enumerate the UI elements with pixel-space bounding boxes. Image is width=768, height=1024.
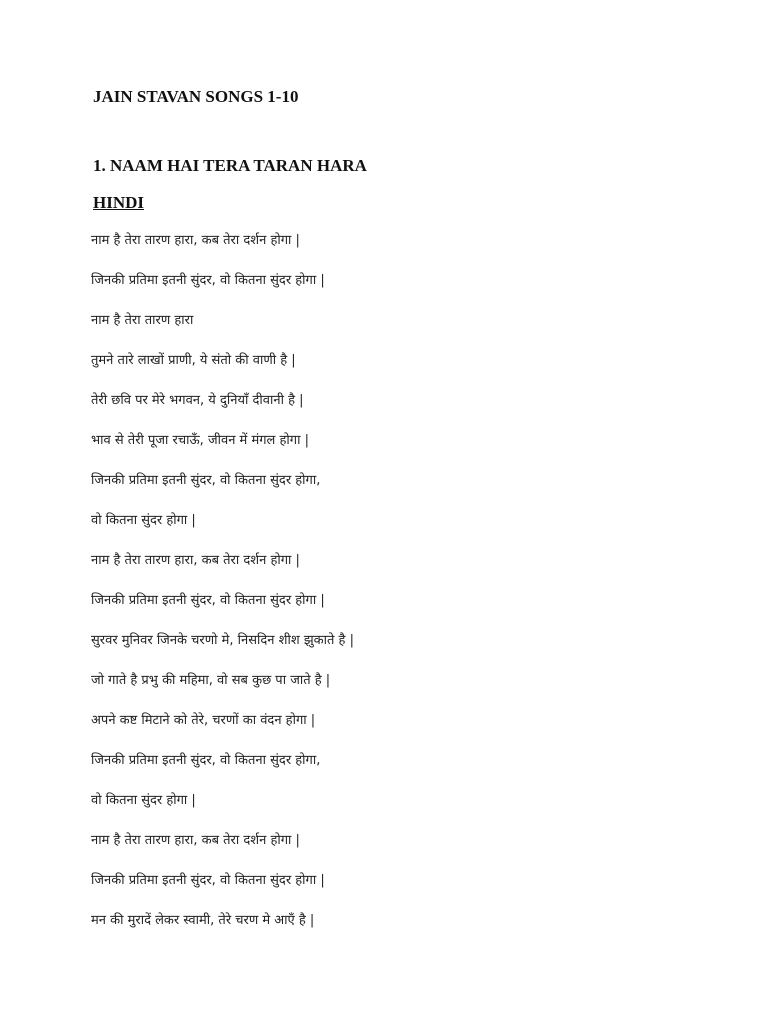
lyric-line: जो गाते है प्रभु की महिमा, वो सब कुछ पा जाते है | bbox=[91, 673, 331, 688]
lyric-line: जिनकी प्रतिमा इतनी सुंदर, वो कितना सुंदर होगा, bbox=[91, 473, 321, 488]
lyric-line: जिनकी प्रतिमा इतनी सुंदर, वो कितना सुंदर होगा | bbox=[91, 273, 325, 288]
lyric-line: जिनकी प्रतिमा इतनी सुंदर, वो कितना सुंदर होगा, bbox=[91, 753, 321, 768]
lyric-line: भाव से तेरी पूजा रचाऊँ, जीवन में मंगल होगा | bbox=[91, 433, 309, 448]
song-title: 1. NAAM HAI TERA TARAN HARA bbox=[93, 156, 367, 175]
lyric-line: जिनकी प्रतिमा इतनी सुंदर, वो कितना सुंदर होगा | bbox=[91, 873, 325, 888]
lyric-line: नाम है तेरा तारण हारा, कब तेरा दर्शन होगा | bbox=[91, 833, 300, 848]
lyric-line: सुरवर मुनिवर जिनके चरणो मे, निसदिन शीश झुकाते है | bbox=[91, 633, 354, 648]
lyric-line: नाम है तेरा तारण हारा, कब तेरा दर्शन होगा | bbox=[91, 553, 300, 568]
lyrics-list bbox=[91, 229, 354, 949]
lyric-line: तुमने तारे लाखों प्राणी, ये संतो की वाणी है | bbox=[91, 353, 296, 368]
lyric-line: मन की मुरादें लेकर स्वामी, तेरे चरण मे आएँ है | bbox=[91, 913, 315, 928]
lyric-line: तेरी छवि पर मेरे भगवन, ये दुनियाँ दीवानी है | bbox=[91, 393, 304, 408]
lyric-line: नाम है तेरा तारण हारा, कब तेरा दर्शन होगा | bbox=[91, 233, 300, 248]
lyric-line: नाम है तेरा तारण हारा bbox=[91, 313, 194, 328]
lyric-line: अपने कष्ट मिटाने को तेरे, चरणों का वंदन होगा | bbox=[91, 713, 316, 728]
lyric-line: जिनकी प्रतिमा इतनी सुंदर, वो कितना सुंदर होगा | bbox=[91, 593, 325, 608]
language-heading: HINDI bbox=[93, 193, 145, 212]
lyric-line: वो कितना सुंदर होगा | bbox=[91, 513, 196, 528]
document-title: JAIN STAVAN SONGS 1-10 bbox=[93, 87, 299, 106]
lyric-line: वो कितना सुंदर होगा | bbox=[91, 793, 196, 808]
